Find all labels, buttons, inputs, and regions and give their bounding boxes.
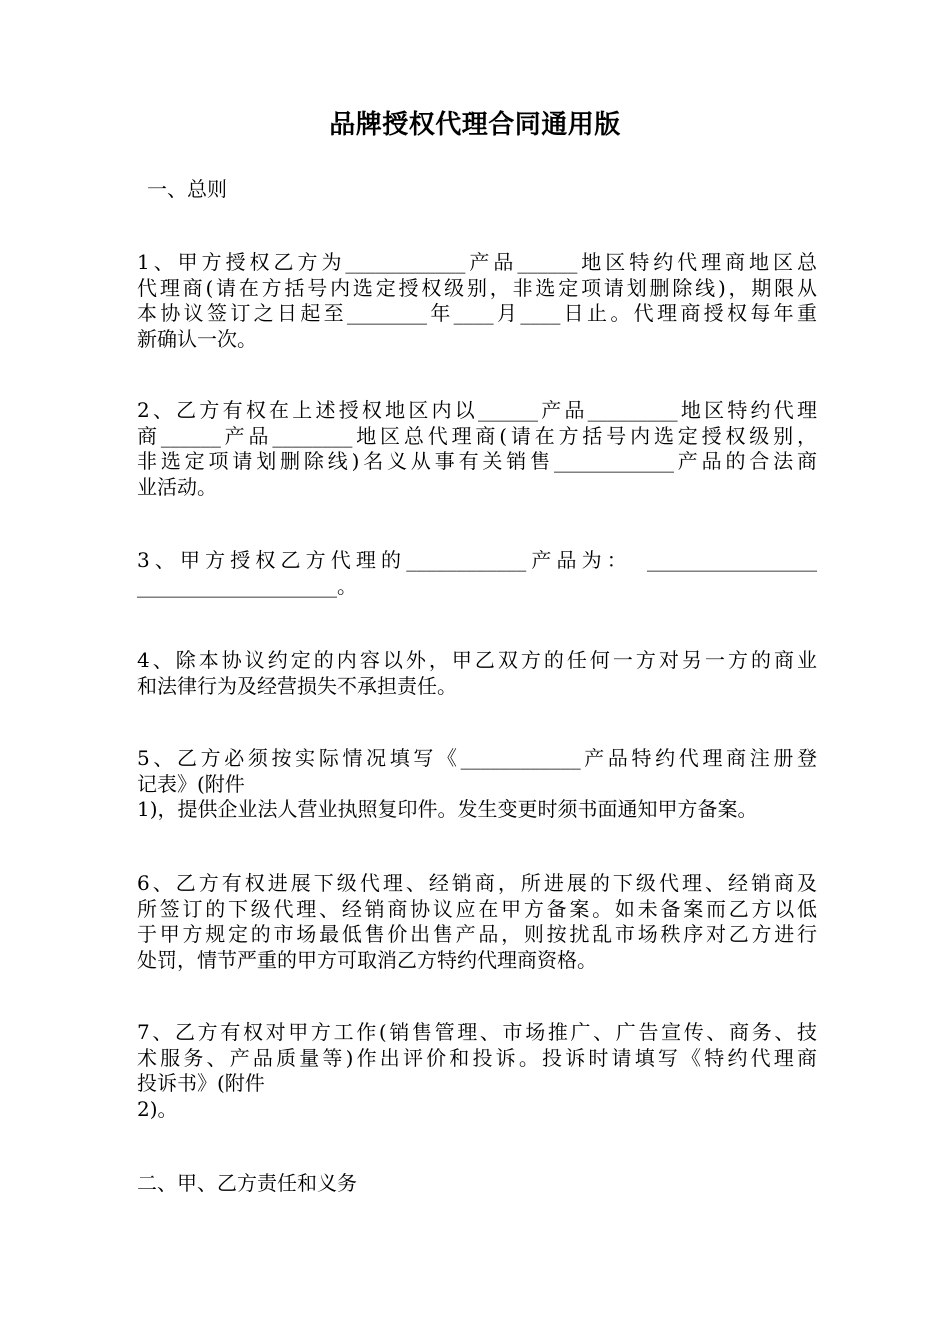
clause-1-line-2: 代理商(请在方括号内选定授权级别，非选定项请划删除线)，期限从 xyxy=(137,275,817,300)
clause-6-line-3: 于甲方规定的市场最低售价出售产品，则按扰乱市场秩序对乙方进行 xyxy=(137,922,817,946)
clause-3 xyxy=(137,548,817,599)
clause-5-line-2: 记表》(附件 xyxy=(137,771,245,796)
clause-1-line-1: 1、甲方授权乙方为____________产品______地区特约代理商地区总 xyxy=(137,250,817,274)
clause-2-line-1: 2、乙方有权在上述授权地区内以______产品_________地区特约代理 xyxy=(137,398,817,422)
clause-6-line-2: 所签订的下级代理、经销商协议应在甲方备案。如未备案而乙方以低 xyxy=(137,896,817,921)
clause-7-line-4: 2)。 xyxy=(137,1096,178,1121)
clause-7 xyxy=(137,1020,817,1122)
clause-6 xyxy=(137,871,817,973)
clause-2-line-2: 商______产品________地区总代理商(请在方括号内选定授权级别， xyxy=(137,423,817,448)
section-heading-responsibilities: 二、甲、乙方责任和义务 xyxy=(137,1171,357,1195)
clause-5-line-1: 5、乙方必须按实际情况填写《____________产品特约代理商注册登 xyxy=(137,746,817,770)
clause-7-line-3: 投诉书》(附件 xyxy=(137,1071,265,1095)
clause-1-line-3: 本协议签订之日起至________年____月____日止。代理商授权每年重 xyxy=(137,301,817,325)
clause-3-line-2: ____________________。 xyxy=(137,573,357,598)
clause-6-line-1: 6、乙方有权进展下级代理、经销商，所进展的下级代理、经销商及 xyxy=(137,871,817,895)
clause-1 xyxy=(137,250,817,352)
clause-1-line-4: 新确认一次。 xyxy=(137,326,257,351)
clause-6-line-4: 处罚，情节严重的甲方可取消乙方特约代理商资格。 xyxy=(137,947,597,972)
clause-2-line-3: 非选定项请划删除线)名义从事有关销售____________产品的合法商 xyxy=(137,449,817,473)
clause-2-line-4: 业活动。 xyxy=(137,474,217,499)
clause-5-line-3: 1)，提供企业法人营业执照复印件。发生变更时须书面通知甲方备案。 xyxy=(137,797,758,821)
clause-7-line-1: 7、乙方有权对甲方工作(销售管理、市场推广、广告宣传、商务、技 xyxy=(137,1020,817,1044)
section-heading-general: 一、总则 xyxy=(147,177,227,201)
clause-3-line-1: 3、甲方授权乙方代理的____________产品为： _________________ xyxy=(137,548,817,572)
clause-2 xyxy=(137,398,817,500)
clause-4-line-2: 和法律行为及经营损失不承担责任。 xyxy=(137,673,457,698)
clause-5 xyxy=(137,746,817,823)
clause-7-line-2: 术服务、产品质量等)作出评价和投诉。投诉时请填写《特约代理商 xyxy=(137,1045,817,1070)
clause-4 xyxy=(137,648,817,699)
clause-4-line-1: 4、除本协议约定的内容以外，甲乙双方的任何一方对另一方的商业 xyxy=(137,648,817,672)
document-title: 品牌授权代理合同通用版 xyxy=(329,110,621,140)
